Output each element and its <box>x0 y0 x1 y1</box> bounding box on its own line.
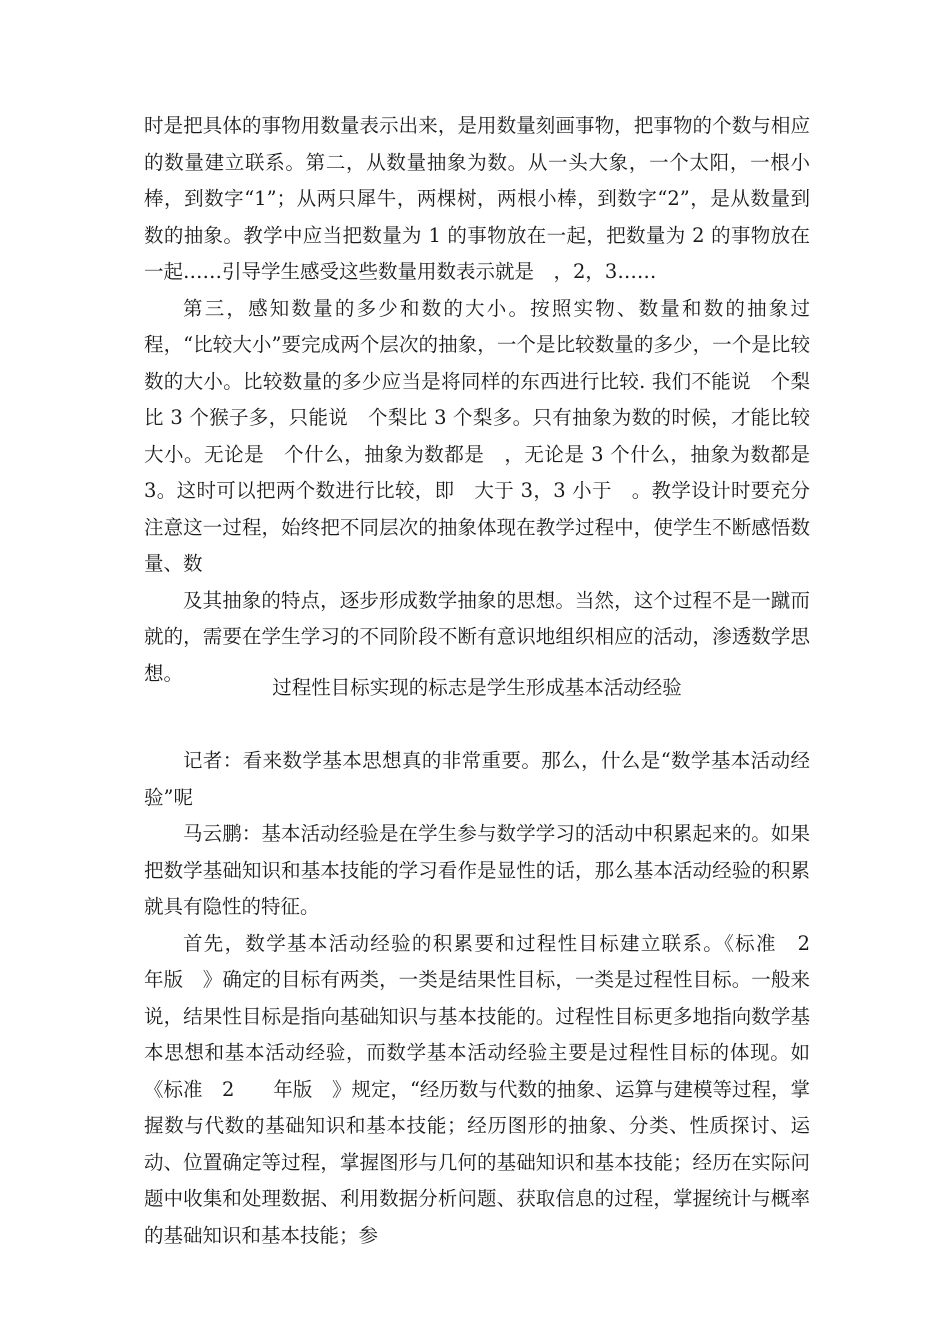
text-block-top <box>144 108 810 692</box>
paragraph-reporter-question: 记者：看来数学基本思想真的非常重要。那么，什么是“数学基本活动经验”呢 <box>144 749 810 809</box>
paragraph-third-point: 第三，感知数量的多少和数的大小。按照实物、数量和数的抽象过程，“比较大小”要完成两个层次的抽象，一个是比较数量的多少，一个是比较数的大小。比较数量的多少应当是将同样的东西进行比较. 我们不能说 个梨比 3 个猴子多，只能说 个梨比 3 个梨多。只有抽象为数的时候，才能比较大小。无论是 个什么，抽象为数都是 ，无论是 3 个什么，抽象为数都是 3。这时可以把两个数进行比较，即 大于 3，3 小于 。教学设计时要充分注意这一过程，始终把不同层次的抽象体现在教学过程中，使学生不断感悟数量、数 <box>144 296 810 575</box>
text-block-interview <box>144 743 850 1254</box>
paragraph-first-point: 首先，数学基本活动经验的积累要和过程性目标建立联系。《标准 2 年版 》确定的目标有两类，一类是结果性目标，一类是过程性目标。一般来说，结果性目标是指向基础知识与基本技能的。过程性目标更多地指向数学基本思想和基本活动经验，而数学基本活动经验主要是过程性目标的体现。如《标准 2 年版 》规定，“经历数与代数的抽象、运算与建模等过程，掌握数与代数的基础知识和基本技能；经历图形的抽象、分类、性质探讨、运动、位置确定等过程，掌握图形与几何的基础知识和基本技能；经历在实际问题中收集和处理数据、利用数据分析问题、获取信息的过程，掌握统计与概率的基础知识和基本技能；参 <box>144 931 850 1247</box>
paragraph-ma-answer: 马云鹏：基本活动经验是在学生参与数学学习的活动中积累起来的。如果把数学基础知识和基本技能的学习看作是显性的话，那么基本活动经验的积累就具有隐性的特征。 <box>144 822 810 918</box>
paragraph-conclusion: 及其抽象的特点，逐步形成数学抽象的思想。当然，这个过程不是一蹴而就的，需要在学生学习的不同阶段不断有意识地组织相应的活动，渗透数学思想。 <box>144 588 810 685</box>
paragraph-continued: 时是把具体的事物用数量表示出来，是用数量刻画事物，把事物的个数与相应的数量建立联系。第二，从数量抽象为数。从一头大象，一个太阳，一根小棒，到数字“1”；从两只犀牛，两棵树，两根小棒，到数字“2”，是从数量到数的抽象。教学中应当把数量为 1 的事物放在一起，把数量为 2 的事物放在一起……引导学生感受这些数量用数表示就是 ，2，3…… <box>144 114 810 283</box>
section-heading: 过程性目标实现的标志是学生形成基本活动经验 <box>272 676 682 699</box>
